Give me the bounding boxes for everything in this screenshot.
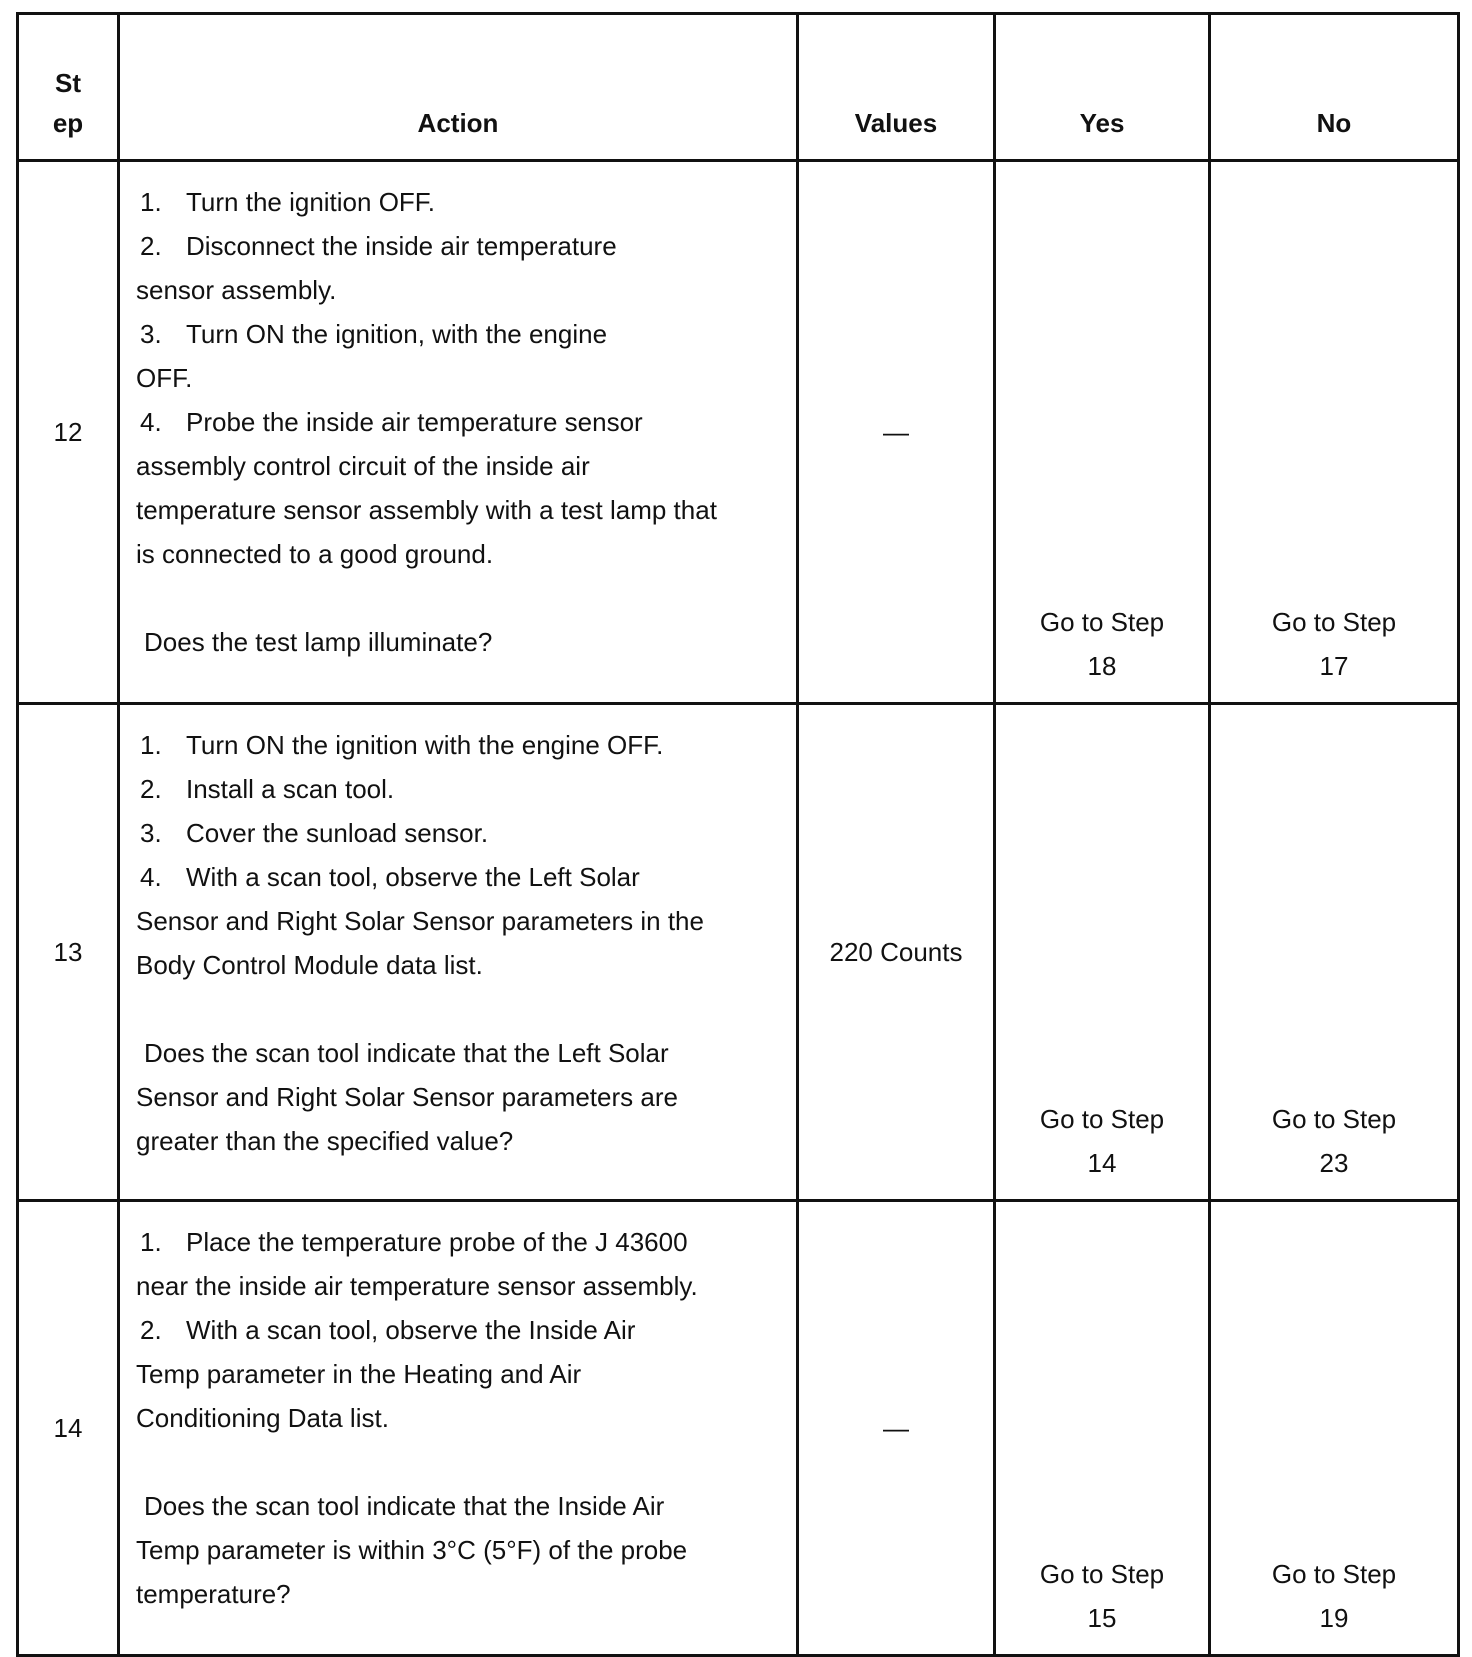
action-question: Does the scan tool indicate that the Left Solar <box>144 1038 669 1068</box>
action-item: 2. Disconnect the inside air temperature <box>140 231 617 261</box>
action-item: 1. Turn ON the ignition with the engine OFF. <box>140 730 664 760</box>
table-row <box>18 704 1459 1201</box>
step-number: 13 <box>18 704 119 1201</box>
action-cell: 1. Turn the ignition OFF. 2. Disconnect the inside air temperature sensor assembly. 3. Turn ON the ignition, with the engine OFF. 4. Probe the inside air temperature sensor assembly control circuit of the inside air temperature sensor assembly with a test lamp that is connected to a good ground. Does the test lamp illuminate? <box>119 161 798 704</box>
action-item: 4. Probe the inside air temperature sensor <box>140 407 643 437</box>
values-cell: — <box>798 161 995 704</box>
step-number: 14 <box>18 1201 119 1656</box>
table-row <box>18 1201 1459 1656</box>
action-item: 4. With a scan tool, observe the Left Solar <box>140 862 640 892</box>
yes-cell: Go to Step 18 <box>995 161 1210 704</box>
action-question: Does the scan tool indicate that the Inside Air <box>144 1491 665 1521</box>
header-row <box>18 14 1459 161</box>
yes-step: 14 <box>1087 1148 1117 1178</box>
no-cell: Go to Step 17 <box>1210 161 1459 704</box>
action-cell: 1. Place the temperature probe of the J 43600 near the inside air temperature sensor assembly. 2. With a scan tool, observe the Inside Air Temp parameter in the Heating and Air Conditioning Data list. Does the scan tool indicate that the Inside Air Temp parameter is within 3°C (5°F) of the probe temperature? <box>119 1201 798 1656</box>
header-no: No <box>1210 14 1459 161</box>
no-step: 17 <box>1319 651 1349 681</box>
header-action: Action <box>119 14 798 161</box>
header-values: Values <box>798 14 995 161</box>
yes-step: 15 <box>1087 1603 1117 1633</box>
action-item: 1. Turn the ignition OFF. <box>140 187 436 217</box>
values-cell: — <box>798 1201 995 1656</box>
header-step-line2: ep <box>52 108 84 138</box>
values-cell: 220 Counts <box>798 704 995 1201</box>
yes-cell: Go to Step 15 <box>995 1201 1210 1656</box>
action-item: 1. Place the temperature probe of the J 43600 <box>140 1227 688 1257</box>
action-item: 3. Cover the sunload sensor. <box>140 818 489 848</box>
table-row <box>18 161 1459 704</box>
no-cell: Go to Step 23 <box>1210 704 1459 1201</box>
action-item: 2. With a scan tool, observe the Inside Air <box>140 1315 636 1345</box>
action-question: Does the test lamp illuminate? <box>144 627 493 657</box>
yes-cell: Go to Step 14 <box>995 704 1210 1201</box>
no-step: 19 <box>1319 1603 1349 1633</box>
action-item: 3. Turn ON the ignition, with the engine <box>140 319 608 349</box>
action-item: 2. Install a scan tool. <box>140 774 395 804</box>
action-cell: 1. Turn ON the ignition with the engine OFF. 2. Install a scan tool. 3. Cover the sunload sensor. 4. With a scan tool, observe the Left Solar Sensor and Right Solar Sensor parameters in the Body Control Module data list. Does the scan tool indicate that the Left Solar Sensor and Right Solar Sensor parameters are greater than the specified value? <box>119 704 798 1201</box>
step-number: 12 <box>18 161 119 704</box>
header-step <box>18 14 119 161</box>
header-step-line1: St <box>55 68 81 98</box>
no-cell: Go to Step 19 <box>1210 1201 1459 1656</box>
diagnostic-table <box>16 12 1460 1657</box>
yes-step: 18 <box>1087 651 1117 681</box>
no-step: 23 <box>1319 1148 1349 1178</box>
header-yes: Yes <box>995 14 1210 161</box>
